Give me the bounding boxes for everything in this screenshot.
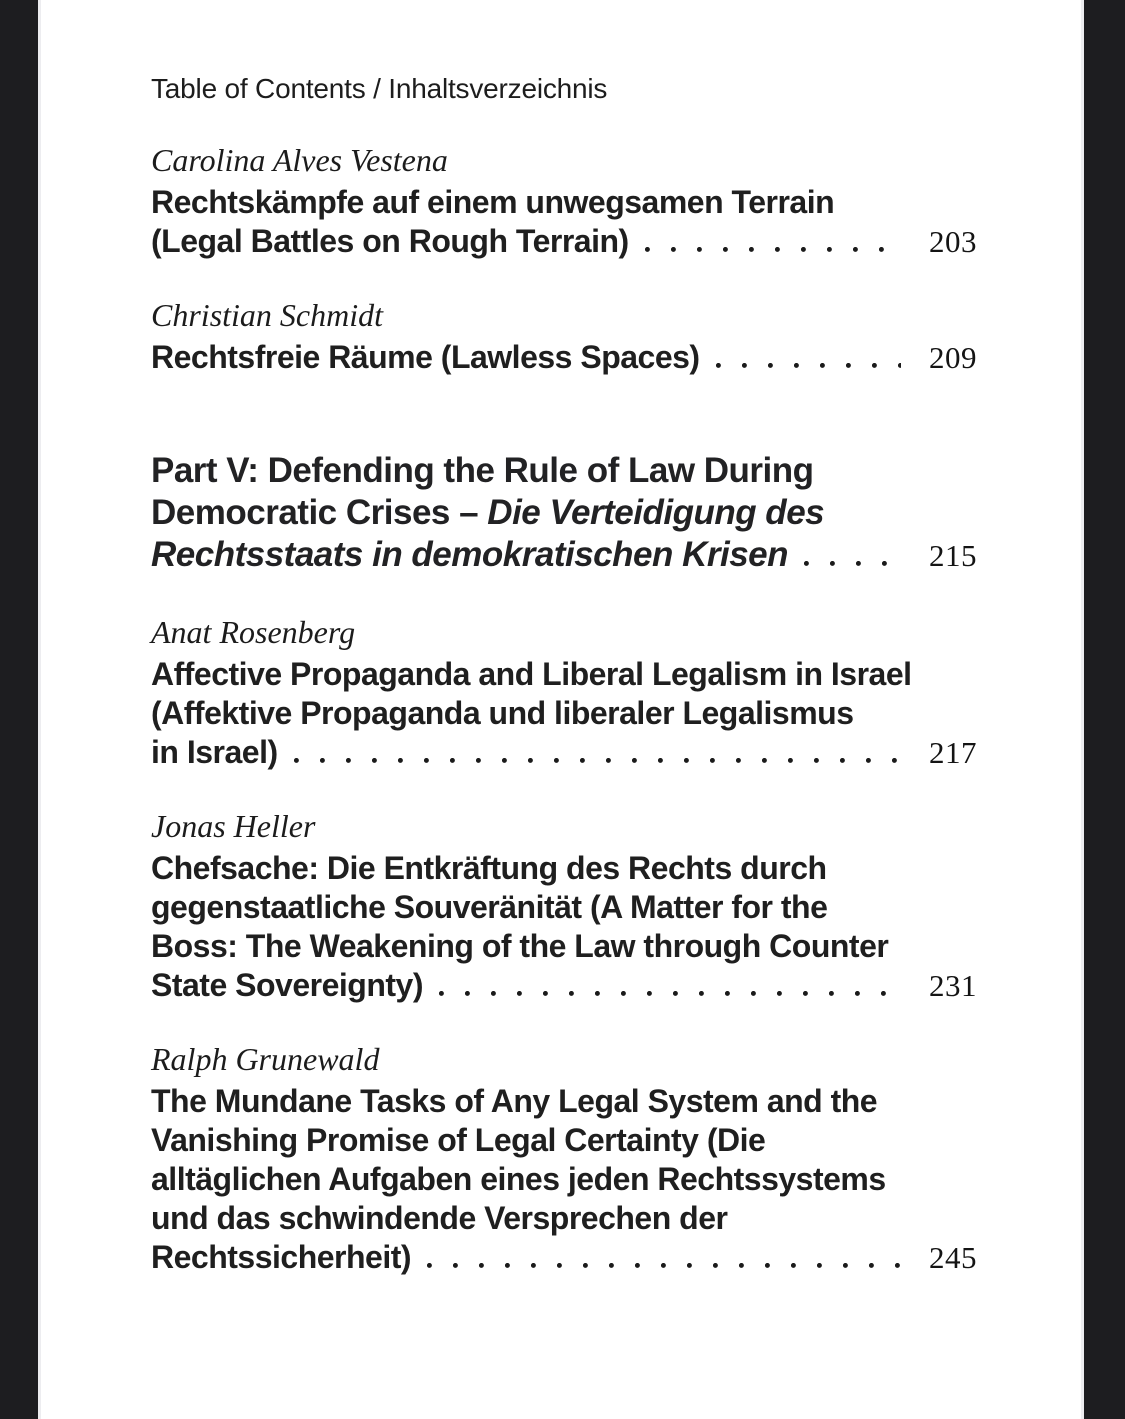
author-name: Anat Rosenberg [151,614,356,650]
entry-title [151,849,977,1005]
entry-title-line: alltäglichen Aufgaben eines jeden Rechtssystems [151,1161,886,1197]
part-heading-italic: Die Verteidigung des [487,493,825,532]
entry-title-last-line [151,222,977,261]
entry-title-line: The Mundane Tasks of Any Legal System and the [151,1083,878,1119]
author-name: Ralph Grunewald [151,1041,380,1077]
entry-title-line: und das schwindende Versprechen der [151,1200,728,1236]
entry-title [151,183,977,261]
entry-title [151,338,977,377]
toc-entry [151,614,977,772]
entry-title-line: Affective Propaganda and Liberal Legalism in Israel [151,656,912,692]
author-name: Christian Schmidt [151,297,384,333]
entry-title-last-line [151,1238,977,1277]
page-number: 245 [929,1240,977,1275]
entry-title-line: (Affektive Propaganda und liberaler Legalismus [151,695,854,731]
toc-content [41,0,1081,1277]
page-number: 217 [929,735,977,770]
author-name: Carolina Alves Vestena [151,142,448,178]
entry-title-text: in Israel) [151,734,278,770]
part-heading [151,450,977,577]
entry-title-line: Boss: The Weakening of the Law through Counter [151,928,889,964]
entry-title-text: (Legal Battles on Rough Terrain) [151,223,629,259]
entry-title [151,1082,977,1277]
entry-title-line: Chefsache: Die Entkräftung des Rechts durch [151,850,827,886]
toc-entry [151,142,977,261]
entry-title-text: State Sovereignty) [151,967,423,1003]
entry-title-line: gegenstaatliche Souveränität (A Matter for the [151,889,828,925]
part-heading-line: Part V: Defending the Rule of Law During [151,451,814,490]
part-heading-italic: Rechtsstaats in demokratischen Krisen [151,535,789,574]
entry-title-last-line [151,733,977,772]
page-number: 209 [929,340,977,375]
page-number: 215 [929,538,977,573]
part-heading-last-line [151,534,977,577]
entry-title-text: Rechtsfreie Räume (Lawless Spaces) [151,339,700,375]
page-number: 231 [929,968,977,1003]
entry-title-last-line [151,338,977,377]
part-heading-roman: Democratic Crises – [151,493,488,532]
page-title: Table of Contents / Inhaltsverzeichnis [151,73,608,104]
document-page [38,0,1084,1419]
entry-title [151,655,977,772]
entry-title-last-line [151,966,977,1005]
toc-entry [151,1041,977,1277]
entry-title-line: Vanishing Promise of Legal Certainty (Die [151,1122,766,1158]
toc-entry [151,808,977,1005]
toc-entry [151,297,977,377]
entry-title-line: Rechtskämpfe auf einem unwegsamen Terrain [151,184,835,220]
entry-title-text: Rechtssicherheit) [151,1239,412,1275]
author-name: Jonas Heller [151,808,316,844]
part-heading-line [151,492,977,534]
page-number: 203 [929,224,977,259]
